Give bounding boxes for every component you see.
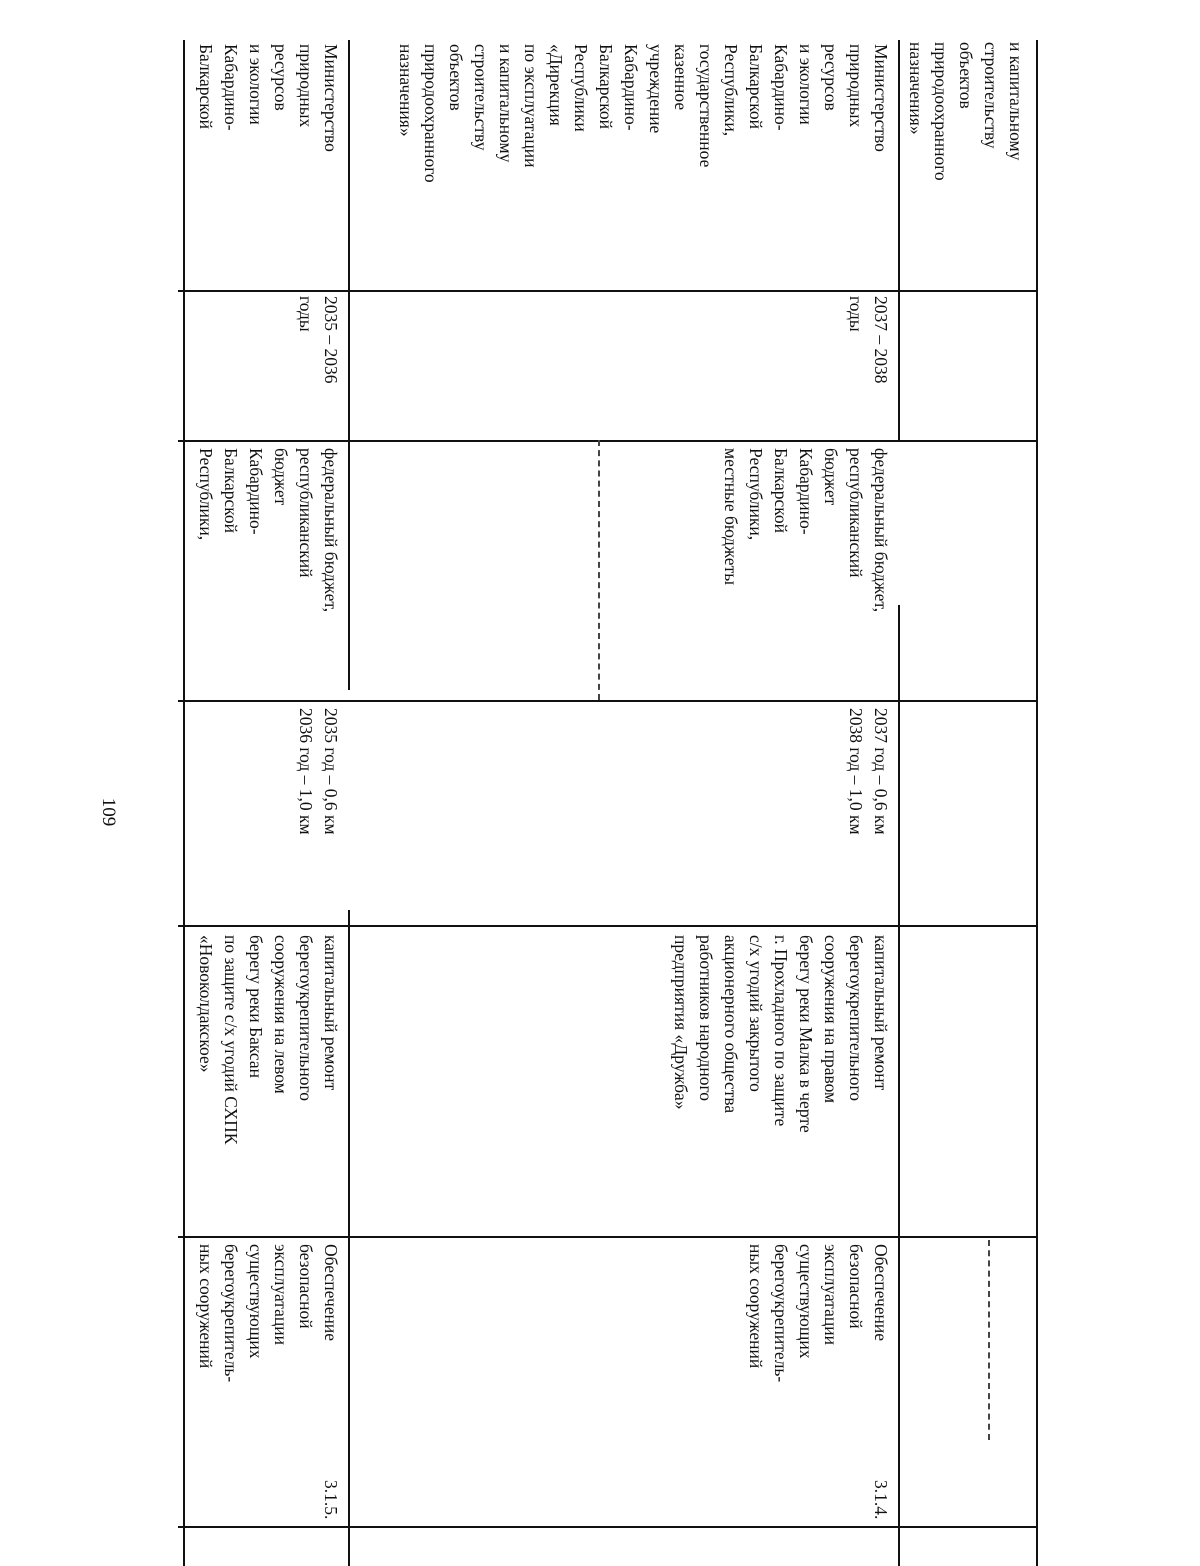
row1-sources: федеральный бюджет, республиканский бюджет Кабардино- Балкарской Республики, местные бюджеты xyxy=(721,448,891,613)
col-border-1 xyxy=(178,1526,1038,1528)
row-border-c xyxy=(348,40,350,690)
col-border-6 xyxy=(178,290,1038,292)
row2-volume: 2035 год – 0,6 км 2036 год – 1,0 км xyxy=(296,708,341,835)
row2-responsible: Министерство природных ресурсов и экологии Кабардино- Балкарской xyxy=(196,44,341,152)
row1-responsible: Министерство природных ресурсов и экологии Кабардино- Балкарской Республики, государственное казенное учреждение Кабардино- Балкарской Республики «Дирекция по эксплуатации и капитальному строительству объектов природоохранного назначения» xyxy=(396,44,891,183)
row1-period: 2037 – 2038 годы xyxy=(846,296,891,384)
top-responsible-text: и капитальному строительству объектов природоохранного назначения» xyxy=(906,42,1026,181)
row2-activity: капитальный ремонт берегоукрепительного сооружения на левом берегу реки Баксан по защите с/х угодий СХПК «Новоколдакское» xyxy=(196,935,341,1145)
row2-sources: федеральный бюджет, республиканский бюджет Кабардино- Балкарской Республики, xyxy=(196,448,341,613)
col-border-5 xyxy=(178,440,1038,442)
row1-number: 3.1.4. xyxy=(871,1480,891,1520)
row-border-top xyxy=(1036,40,1038,1566)
row2-goal: Обеспечение безопасной эксплуатации существующих берегоукрепитель- ных сооружений xyxy=(196,1244,341,1383)
dash-line-1 xyxy=(598,440,600,700)
row-border-bottom xyxy=(183,40,185,1566)
row-border-b xyxy=(898,605,900,1566)
row2-period: 2035 – 2036 годы xyxy=(296,296,341,384)
dash-line-2 xyxy=(988,1240,990,1440)
col-border-4 xyxy=(178,700,1038,702)
row1-activity: капитальный ремонт берегоукрепительного сооружения на правом берегу реки Малка в черте г. Прохладного по защите с/х угодий закрытого акционерного общества работников народного предприятия «Дружба» xyxy=(671,935,891,1133)
row2-number: 3.1.5. xyxy=(321,1480,341,1520)
col-border-2 xyxy=(178,1236,1038,1238)
page-number: 109 xyxy=(98,797,119,827)
col-border-3 xyxy=(178,925,1038,927)
row1-goal: Обеспечение безопасной эксплуатации существующих берегоукрепитель- ных сооружений xyxy=(746,1244,891,1383)
row-border-d xyxy=(348,910,350,1566)
row1-volume: 2037 год – 0,6 км 2038 год – 1,0 км xyxy=(846,708,891,835)
